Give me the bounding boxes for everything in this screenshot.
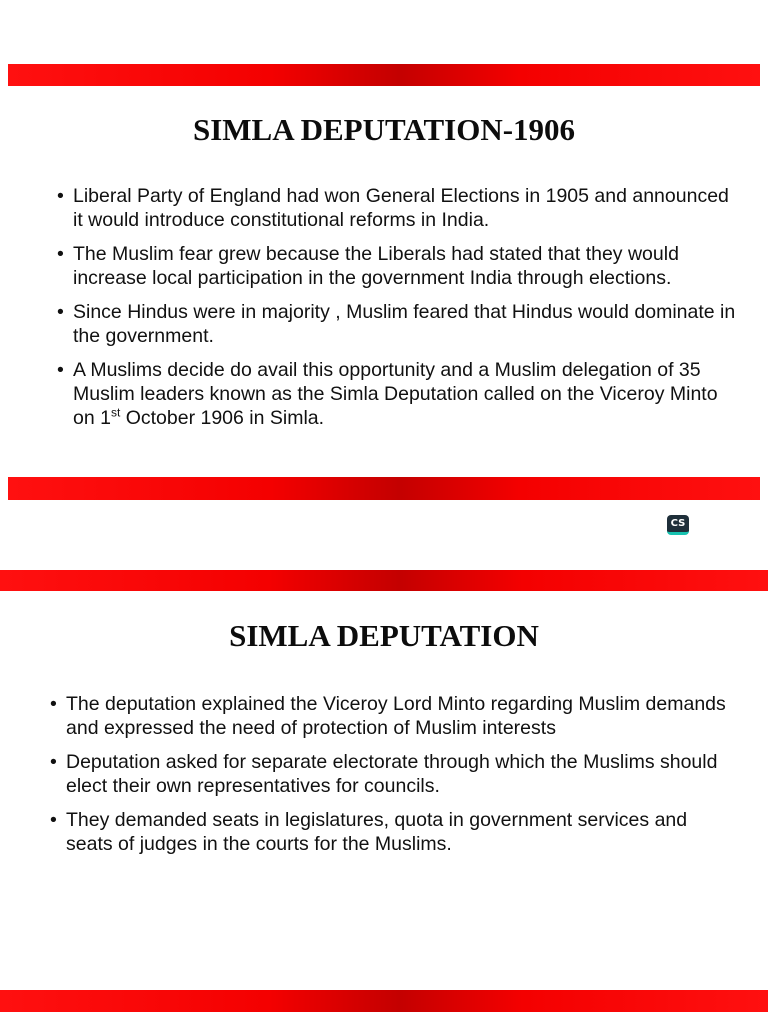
bullet-text-part: October 1906 in Simla. <box>120 407 325 429</box>
bullet-text: They demanded seats in legislatures, quota in government services and seats of judges in the courts for the Muslims. <box>66 809 688 855</box>
list-item <box>50 750 730 798</box>
slide2-top-bar <box>0 570 768 591</box>
bullet-dot-icon: • <box>57 185 64 207</box>
bullet-text: Since Hindus were in majority , Muslim feared that Hindus would dominate in the government. <box>73 301 736 347</box>
bullet-dot-icon: • <box>57 301 64 323</box>
list-item <box>57 358 737 430</box>
bullet-dot-icon: • <box>57 359 64 381</box>
ordinal-suffix: st <box>110 405 121 420</box>
camscanner-badge-icon: CS <box>667 515 689 535</box>
bullet-text: The Muslim fear grew because the Liberals had stated that they would increase local participation in the government India through elections. <box>73 243 679 289</box>
slide1-title: SIMLA DEPUTATION-1906 <box>192 112 576 147</box>
slide2-bottom-bar <box>0 990 768 1012</box>
bullet-dot-icon: • <box>50 751 57 773</box>
slide2-bullet-list <box>50 692 730 866</box>
list-item <box>57 184 737 232</box>
bullet-dot-icon: • <box>57 243 64 265</box>
bullet-text: Liberal Party of England had won General Elections in 1905 and announced it would introduce constitutional reforms in India. <box>73 185 729 231</box>
slide1-bottom-bar <box>8 477 760 500</box>
slide2-title: SIMLA DEPUTATION <box>229 618 539 653</box>
bullet-text-part: A Muslims decide do avail this opportunity and a Muslim delegation of 35 Muslim leaders known as the Simla Deputation called on the Viceroy Minto on 1 <box>73 359 718 429</box>
bullet-dot-icon: • <box>50 809 57 831</box>
slide1-bullet-list <box>57 184 737 440</box>
list-item <box>57 300 737 348</box>
bullet-text: The deputation explained the Viceroy Lord Minto regarding Muslim demands and expressed the need of protection of Muslim interests <box>66 693 726 739</box>
list-item <box>50 808 730 856</box>
list-item <box>57 242 737 290</box>
bullet-text: Deputation asked for separate electorate through which the Muslims should elect their own representatives for councils. <box>66 751 718 797</box>
bullet-dot-icon: • <box>50 693 57 715</box>
slide1-top-bar <box>8 64 760 86</box>
bullet-text <box>73 359 718 429</box>
list-item <box>50 692 730 740</box>
